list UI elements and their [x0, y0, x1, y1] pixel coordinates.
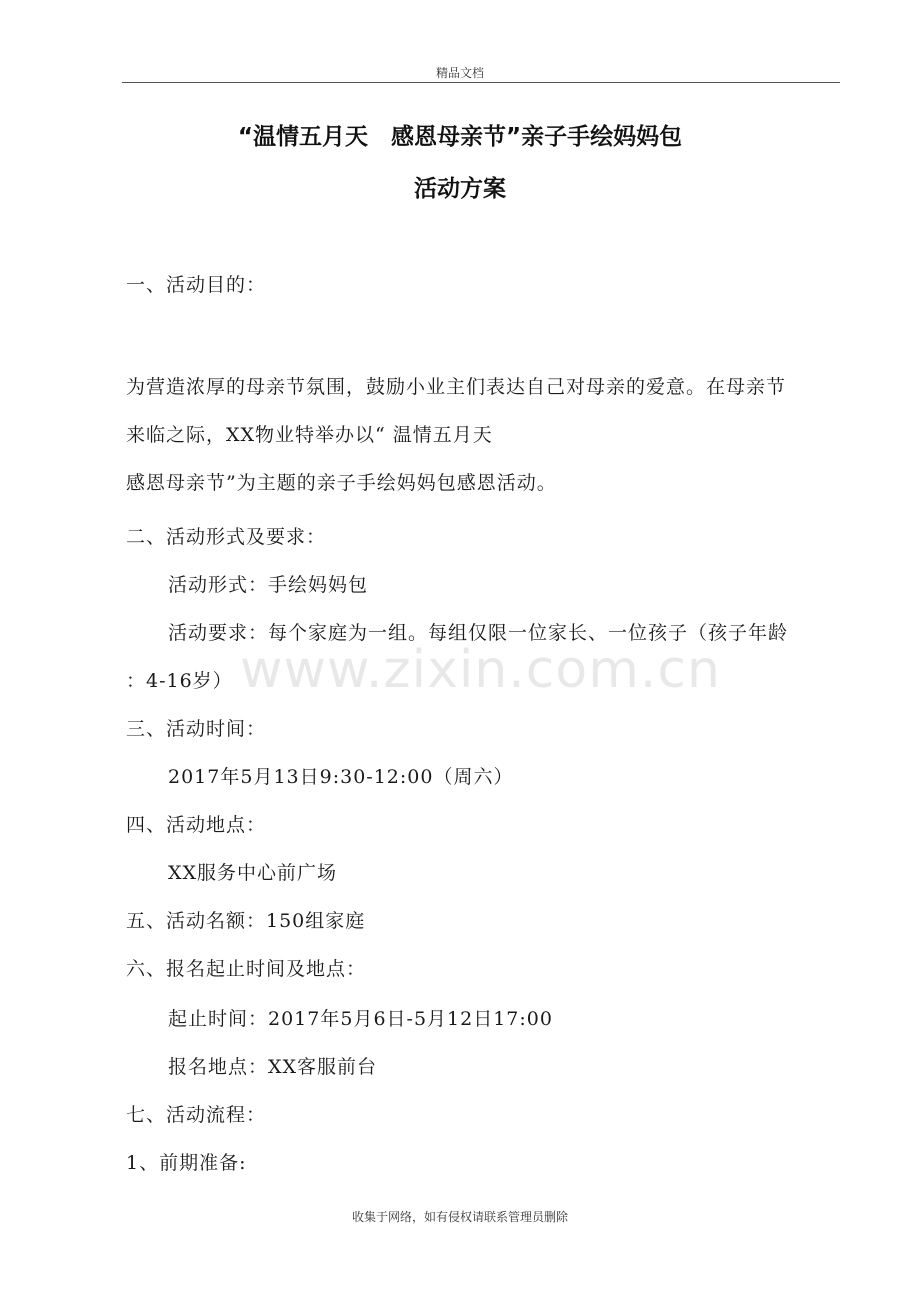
section-heading-purpose: 一、活动目的： — [126, 274, 267, 296]
requirement-text-line-1: 活动要求：每个家庭为一组。每组仅限一位家长、一位孩子（孩子年龄 — [168, 622, 789, 644]
header-divider — [122, 82, 840, 83]
signup-time-text: 起止时间：2017年5月6日-5月12日17:00 — [168, 1008, 553, 1030]
section-heading-time: 三、活动时间： — [126, 718, 267, 740]
form-text: 活动形式：手绘妈妈包 — [168, 574, 369, 596]
section-heading-signup: 六、报名起止时间及地点： — [126, 958, 367, 980]
requirement-text-line-2: ：4-16岁） — [126, 670, 233, 692]
watermark: www.zixin.com.cn — [240, 640, 721, 700]
page-header: 精品文档 — [435, 66, 484, 80]
process-step-1: 1、前期准备: — [126, 1152, 247, 1174]
purpose-text-line-1: 为营造浓厚的母亲节氛围，鼓励小业主们表达自己对母亲的爱意。在母亲节 — [126, 376, 787, 398]
section-quota: 五、活动名额：150组家庭 — [126, 910, 366, 932]
signup-place-text: 报名地点：XX客服前台 — [168, 1056, 378, 1078]
section-heading-process: 七、活动流程： — [126, 1104, 267, 1126]
purpose-text-line-2: 来临之际，XX物业特举办以“ 温情五月天 — [126, 424, 493, 446]
section-heading-place: 四、活动地点： — [126, 814, 267, 836]
time-text: 2017年5月13日9:30-12:00（周六） — [168, 766, 514, 788]
purpose-text-line-3: 感恩母亲节”为主题的亲子手绘妈妈包感恩活动。 — [126, 472, 557, 494]
page-footer: 收集于网络，如有侵权请联系管理员删除 — [351, 1210, 568, 1224]
document-subtitle: 活动方案 — [414, 176, 506, 202]
place-text: XX服务中心前广场 — [168, 862, 338, 884]
section-heading-form: 二、活动形式及要求： — [126, 526, 327, 548]
document-title: “温情五月天 感恩母亲节”亲子手绘妈妈包 — [237, 124, 683, 150]
